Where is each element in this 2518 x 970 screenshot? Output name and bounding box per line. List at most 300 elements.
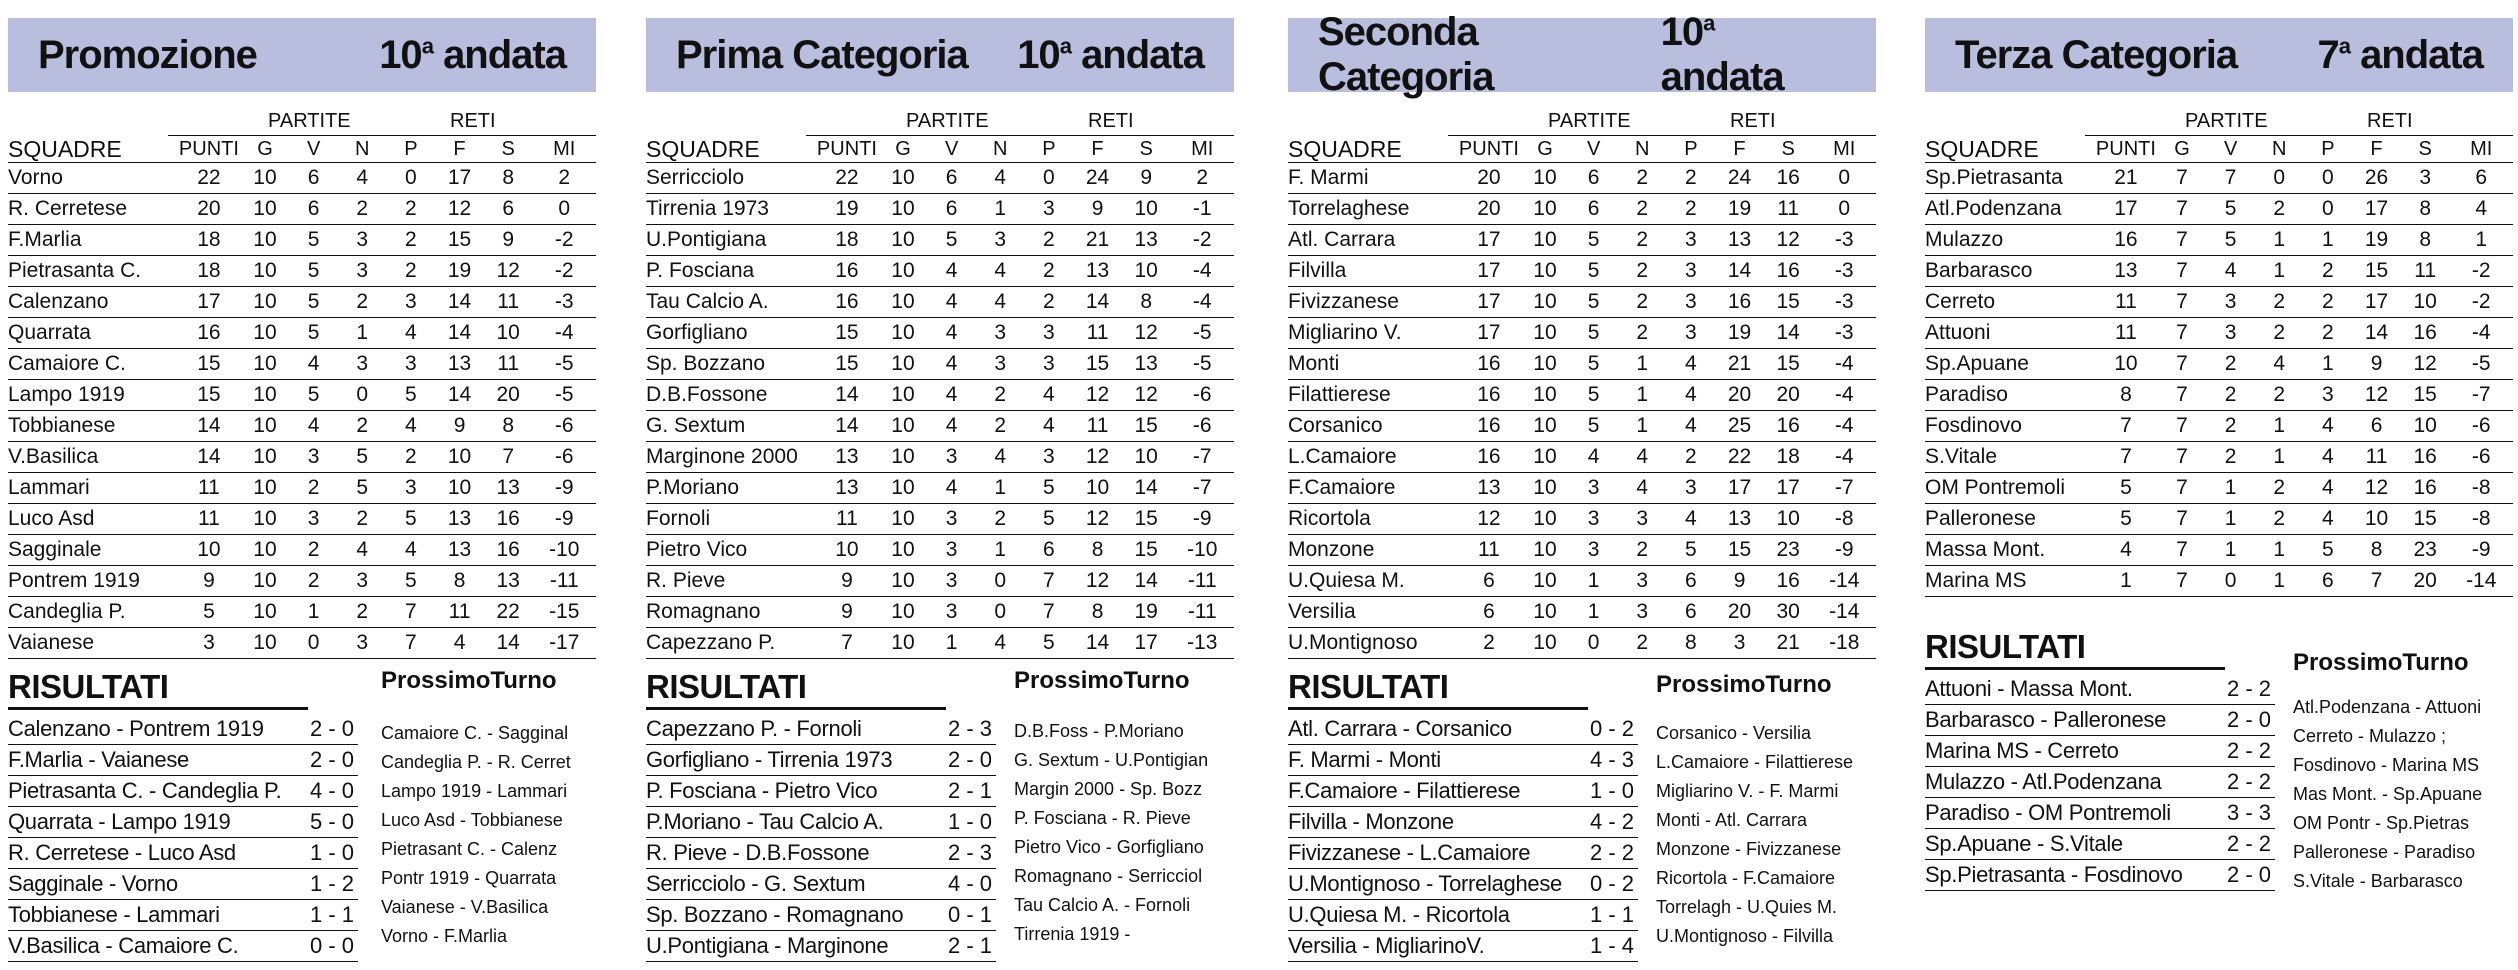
column-header: V	[289, 136, 338, 163]
stat-cell: 4	[1025, 380, 1074, 411]
stat-cell: 16	[1457, 380, 1520, 411]
stat-cell: 10	[241, 597, 290, 628]
team-name: Filattierese	[1288, 380, 1457, 411]
table-row	[1288, 504, 1876, 535]
stat-cell: 10	[1521, 349, 1570, 380]
team-name: F.Marlia	[8, 225, 177, 256]
next-match: U.Montignoso - Filvilla	[1656, 926, 1834, 946]
stat-cell: 11	[484, 287, 533, 318]
stat-cell: 10	[241, 628, 290, 659]
round-number: 10	[379, 32, 422, 77]
team-name: Monti	[1288, 349, 1457, 380]
stat-cell: 16	[1764, 163, 1813, 194]
stat-cell: 12	[484, 256, 533, 287]
stat-cell: 22	[1715, 442, 1764, 473]
match-score: 2 - 1	[932, 776, 996, 807]
team-name: Sp.Pietrasanta	[1925, 163, 2094, 194]
next-match: Romagnano - Serricciol	[1014, 866, 1203, 886]
column-header: PUNTI	[2094, 136, 2157, 163]
stat-cell: 13	[815, 473, 878, 504]
match-score: 4 - 0	[932, 869, 996, 900]
stat-cell: 6	[289, 194, 338, 225]
stat-cell: 10	[435, 442, 484, 473]
column-header: P	[387, 136, 436, 163]
match-teams: F.Camaiore - Filattierese	[1288, 776, 1574, 807]
stat-cell: 4	[976, 628, 1025, 659]
result-row	[1288, 807, 1638, 838]
team-name: Atl. Carrara	[1288, 225, 1457, 256]
stat-cell: 25	[1715, 411, 1764, 442]
stat-cell: 3	[289, 504, 338, 535]
match-teams: Attuoni - Massa Mont.	[1925, 674, 2211, 705]
stat-cell: 5	[289, 380, 338, 411]
round-suffix: andata	[2360, 32, 2483, 77]
stat-cell: -14	[2450, 566, 2514, 597]
stat-cell: 15	[1764, 349, 1813, 380]
column-group-labels	[646, 108, 1234, 136]
column-header: N	[1618, 136, 1667, 163]
team-name: F.Camaiore	[1288, 473, 1457, 504]
stat-cell: 7	[2158, 256, 2207, 287]
stat-cell: 3	[1569, 473, 1618, 504]
stat-cell: 16	[1764, 256, 1813, 287]
stat-cell: 10	[1521, 163, 1570, 194]
result-row	[1925, 829, 2275, 860]
standings-table	[1925, 136, 2513, 597]
results-title: RISULTATI	[1925, 627, 2225, 670]
stat-cell: 13	[2094, 256, 2157, 287]
stat-cell: 11	[2352, 442, 2401, 473]
stat-cell: 17	[2352, 287, 2401, 318]
team-name: Sagginale	[8, 535, 177, 566]
stat-cell: 19	[435, 256, 484, 287]
stat-cell: -5	[533, 380, 597, 411]
stat-cell: 10	[1521, 287, 1570, 318]
result-row	[8, 931, 358, 962]
stat-cell: 14	[435, 380, 484, 411]
stat-cell: 2	[533, 163, 597, 194]
stat-cell: 2	[387, 256, 436, 287]
table-row	[1288, 194, 1876, 225]
stat-cell: 13	[1122, 225, 1171, 256]
team-name: Versilia	[1288, 597, 1457, 628]
match-teams: Sp. Bozzano - Romagnano	[646, 900, 932, 931]
match-score: 1 - 0	[932, 807, 996, 838]
next-round-title: ProssimoTurno	[381, 667, 557, 694]
stat-cell: 10	[1521, 256, 1570, 287]
stat-cell: 12	[2352, 380, 2401, 411]
team-name: Mulazzo	[1925, 225, 2094, 256]
panel-header	[8, 18, 596, 92]
stat-cell: 8	[1073, 535, 1122, 566]
table-row	[1925, 442, 2513, 473]
stat-cell: 17	[2094, 194, 2157, 225]
team-name: Fornoli	[646, 504, 815, 535]
stat-cell: 13	[1457, 473, 1520, 504]
team-name: V.Basilica	[8, 442, 177, 473]
result-row	[8, 807, 358, 838]
next-round-list	[2293, 693, 2482, 896]
stat-cell: 8	[484, 411, 533, 442]
stat-cell: 3	[1618, 504, 1667, 535]
stat-cell: 10	[1521, 318, 1570, 349]
result-row	[8, 900, 358, 931]
stat-cell: 2	[1667, 163, 1716, 194]
stat-cell: 0	[387, 163, 436, 194]
stat-cell: 9	[2352, 349, 2401, 380]
stat-cell: 3	[1715, 628, 1764, 659]
result-row	[646, 869, 996, 900]
next-match: L.Camaiore - Filattierese	[1656, 752, 1854, 772]
result-row	[646, 745, 996, 776]
stat-cell: 3	[1667, 473, 1716, 504]
stat-cell: 1	[2255, 225, 2304, 256]
stat-cell: 12	[2401, 349, 2450, 380]
table-row	[646, 318, 1234, 349]
match-teams: Barbarasco - Palleronese	[1925, 705, 2211, 736]
stat-cell: 10	[241, 411, 290, 442]
team-name: Quarrata	[8, 318, 177, 349]
column-header: SQUADRE	[8, 136, 177, 163]
match-teams: U.Pontigiana - Marginone	[646, 931, 932, 962]
team-name: Vorno	[8, 163, 177, 194]
table-row	[1925, 380, 2513, 411]
team-name: Sp.Apuane	[1925, 349, 2094, 380]
table-row	[1288, 473, 1876, 504]
column-header: F	[1073, 136, 1122, 163]
next-match: Luco Asd - Tobbianese	[381, 810, 563, 830]
stat-cell: 10	[1764, 504, 1813, 535]
stat-cell: 0	[533, 194, 597, 225]
results-title: RISULTATI	[646, 667, 946, 710]
stat-cell: 11	[484, 349, 533, 380]
stat-cell: 1	[2206, 535, 2255, 566]
stat-cell: 7	[2158, 535, 2207, 566]
stat-cell: 3	[338, 256, 387, 287]
stat-cell: 14	[435, 287, 484, 318]
stat-cell: -6	[533, 411, 597, 442]
team-name: Marina MS	[1925, 566, 2094, 597]
stat-cell: 8	[2352, 535, 2401, 566]
stat-cell: -14	[1813, 566, 1877, 597]
stat-cell: 5	[289, 287, 338, 318]
stat-cell: 2	[2304, 318, 2353, 349]
match-score: 1 - 2	[294, 869, 358, 900]
table-row	[1925, 349, 2513, 380]
table-row	[646, 380, 1234, 411]
match-score: 1 - 1	[1574, 900, 1638, 931]
match-score: 1 - 0	[1574, 776, 1638, 807]
stat-cell: 1	[976, 194, 1025, 225]
match-score: 1 - 4	[1574, 931, 1638, 962]
stat-cell: -3	[533, 287, 597, 318]
next-match: Cerreto - Mulazzo ;	[2293, 726, 2447, 746]
stat-cell: 12	[1073, 380, 1122, 411]
stat-cell: 5	[2094, 473, 2157, 504]
stat-cell: -15	[533, 597, 597, 628]
table-row	[646, 535, 1234, 566]
table-row	[1288, 256, 1876, 287]
stat-cell: 4	[976, 442, 1025, 473]
stat-cell: 2	[387, 442, 436, 473]
stat-cell: 1	[976, 473, 1025, 504]
column-header: SQUADRE	[646, 136, 815, 163]
stat-cell: 3	[1618, 597, 1667, 628]
results-section	[1925, 627, 2513, 891]
team-name: Attuoni	[1925, 318, 2094, 349]
stat-cell: 5	[1569, 349, 1618, 380]
stat-cell: 12	[1073, 504, 1122, 535]
stat-cell: 4	[927, 411, 976, 442]
result-row	[1288, 869, 1638, 900]
stat-cell: 16	[1457, 411, 1520, 442]
stat-cell: 21	[1764, 628, 1813, 659]
stat-cell: 9	[435, 411, 484, 442]
reti-label: RETI	[1730, 110, 1776, 132]
stat-cell: 4	[387, 411, 436, 442]
stat-cell: 20	[1715, 597, 1764, 628]
result-row	[8, 838, 358, 869]
stat-cell: 10	[1122, 256, 1171, 287]
result-row	[8, 714, 358, 745]
stat-cell: -2	[533, 225, 597, 256]
stat-cell: 16	[177, 318, 240, 349]
result-row	[646, 807, 996, 838]
stat-cell: 2	[976, 380, 1025, 411]
result-row	[1925, 736, 2275, 767]
stat-cell: 15	[2352, 256, 2401, 287]
column-header: N	[338, 136, 387, 163]
stat-cell: -5	[1171, 349, 1235, 380]
match-teams: Tobbianese - Lammari	[8, 900, 294, 931]
match-score: 2 - 0	[2211, 705, 2275, 736]
match-score: 0 - 2	[1574, 869, 1638, 900]
stat-cell: 3	[927, 535, 976, 566]
team-name: S.Vitale	[1925, 442, 2094, 473]
stat-cell: 3	[976, 349, 1025, 380]
standings-panel	[646, 18, 1234, 962]
stat-cell: 3	[927, 504, 976, 535]
match-score: 2 - 2	[2211, 767, 2275, 798]
panel-header	[646, 18, 1234, 92]
stat-cell: 17	[1764, 473, 1813, 504]
stat-cell: -18	[1813, 628, 1877, 659]
stat-cell: 14	[435, 318, 484, 349]
results-section	[8, 667, 596, 962]
panel-header	[1925, 18, 2513, 92]
partite-label: PARTITE	[1548, 110, 1631, 132]
stat-cell: 7	[2158, 380, 2207, 411]
stat-cell: 4	[1618, 442, 1667, 473]
stat-cell: 2	[2255, 194, 2304, 225]
stat-cell: -7	[1171, 442, 1235, 473]
panel-header	[1288, 10, 1876, 99]
stat-cell: -4	[1813, 442, 1877, 473]
stat-cell: 2	[2206, 442, 2255, 473]
match-score: 1 - 1	[294, 900, 358, 931]
team-name: Pontrem 1919	[8, 566, 177, 597]
stat-cell: -9	[533, 473, 597, 504]
stat-cell: 1	[2450, 225, 2514, 256]
stat-cell: 24	[1715, 163, 1764, 194]
stat-cell: 4	[289, 411, 338, 442]
stat-cell: 19	[1715, 318, 1764, 349]
stat-cell: 3	[387, 287, 436, 318]
stat-cell: 23	[2401, 535, 2450, 566]
stat-cell: 10	[1521, 597, 1570, 628]
stat-cell: 3	[1667, 225, 1716, 256]
match-score: 3 - 3	[2211, 798, 2275, 829]
stat-cell: 8	[2401, 194, 2450, 225]
stat-cell: 9	[1122, 163, 1171, 194]
stat-cell: 7	[2158, 442, 2207, 473]
match-teams: Calenzano - Pontrem 1919	[8, 714, 294, 745]
stat-cell: 11	[1073, 411, 1122, 442]
stat-cell: -7	[1813, 473, 1877, 504]
column-header: N	[2255, 136, 2304, 163]
team-name: Lammari	[8, 473, 177, 504]
results-table	[8, 714, 358, 962]
stat-cell: 1	[1569, 566, 1618, 597]
table-row	[1925, 473, 2513, 504]
stat-cell: 1	[2255, 411, 2304, 442]
table-row	[1925, 535, 2513, 566]
stat-cell: 2	[2206, 380, 2255, 411]
next-match: Lampo 1919 - Lammari	[381, 781, 568, 801]
team-name: Atl.Podenzana	[1925, 194, 2094, 225]
reti-label: RETI	[1088, 110, 1134, 132]
stat-cell: 2	[1457, 628, 1520, 659]
stat-cell: 5	[1569, 287, 1618, 318]
stat-cell: 3	[338, 225, 387, 256]
stat-cell: 3	[1569, 535, 1618, 566]
stat-cell: 20	[1457, 194, 1520, 225]
results-title: RISULTATI	[8, 667, 308, 710]
column-header: MI	[533, 136, 597, 163]
result-row	[1288, 900, 1638, 931]
stat-cell: 2	[289, 566, 338, 597]
stat-cell: 2	[2255, 380, 2304, 411]
stat-cell: 13	[1122, 349, 1171, 380]
table-row	[1925, 411, 2513, 442]
stat-cell: 22	[484, 597, 533, 628]
stat-cell: 8	[1667, 628, 1716, 659]
stat-cell: 0	[338, 380, 387, 411]
stat-cell: 10	[879, 411, 928, 442]
next-match: Tirrenia 1919 -	[1014, 924, 1131, 944]
stat-cell: 10	[1521, 380, 1570, 411]
round-spacer	[2350, 33, 2360, 77]
next-match: Torrelagh - U.Quies M.	[1656, 897, 1838, 917]
stat-cell: 10	[879, 287, 928, 318]
stat-cell: 14	[815, 380, 878, 411]
stat-cell: 1	[2255, 256, 2304, 287]
next-match: Margin 2000 - Sp. Bozz	[1014, 779, 1203, 799]
stat-cell: 10	[879, 535, 928, 566]
stat-cell: 4	[1667, 411, 1716, 442]
match-teams: Pietrasanta C. - Candeglia P.	[8, 776, 294, 807]
stat-cell: 7	[2158, 411, 2207, 442]
result-row	[1925, 767, 2275, 798]
stat-cell: -10	[533, 535, 597, 566]
stat-cell: 2	[1025, 225, 1074, 256]
table-row	[646, 504, 1234, 535]
stat-cell: 15	[815, 318, 878, 349]
stat-cell: -4	[1171, 256, 1235, 287]
stat-cell: 3	[1667, 256, 1716, 287]
stat-cell: -2	[2450, 256, 2514, 287]
stat-cell: 2	[387, 225, 436, 256]
stat-cell: 6	[2352, 411, 2401, 442]
match-score: 4 - 3	[1574, 745, 1638, 776]
table-row	[1925, 163, 2513, 194]
stat-cell: 7	[2158, 349, 2207, 380]
standings-panel	[1925, 18, 2513, 891]
next-match: Mas Mont. - Sp.Apuane	[2293, 784, 2483, 804]
next-match: Pietrasant C. - Calenz	[381, 839, 558, 859]
table-row	[646, 473, 1234, 504]
stat-cell: 1	[2255, 566, 2304, 597]
stat-cell: 23	[1764, 535, 1813, 566]
stat-cell: 21	[1715, 349, 1764, 380]
standings-table	[1288, 136, 1876, 659]
stat-cell: 11	[1457, 535, 1520, 566]
column-header: S	[484, 136, 533, 163]
match-teams: U.Montignoso - Torrelaghese	[1288, 869, 1574, 900]
table-row	[1925, 287, 2513, 318]
next-round-title: ProssimoTurno	[2293, 649, 2469, 676]
stat-cell: 2	[1171, 163, 1235, 194]
result-row	[646, 931, 996, 962]
stat-cell: -6	[1171, 411, 1235, 442]
table-row	[1925, 566, 2513, 597]
stat-cell: 13	[435, 349, 484, 380]
round-suffix: andata	[1660, 55, 1784, 99]
stat-cell: -4	[1171, 287, 1235, 318]
team-name: Tau Calcio A.	[646, 287, 815, 318]
stat-cell: 4	[2094, 535, 2157, 566]
stat-cell: 7	[2158, 566, 2207, 597]
team-name: Fivizzanese	[1288, 287, 1457, 318]
column-header: P	[1025, 136, 1074, 163]
round-spacer	[1071, 33, 1081, 77]
stat-cell: 4	[2304, 411, 2353, 442]
stat-cell: 12	[1764, 225, 1813, 256]
stat-cell: 18	[1764, 442, 1813, 473]
column-header: PUNTI	[1457, 136, 1520, 163]
table-row	[646, 442, 1234, 473]
stat-cell: 11	[435, 597, 484, 628]
stat-cell: -6	[533, 442, 597, 473]
next-match: Monti - Atl. Carrara	[1656, 810, 1808, 830]
match-score: 2 - 2	[2211, 829, 2275, 860]
stat-cell: 3	[927, 597, 976, 628]
stat-cell: 14	[1764, 318, 1813, 349]
stat-cell: -3	[1813, 256, 1877, 287]
table-row	[646, 163, 1234, 194]
team-name: R. Cerretese	[8, 194, 177, 225]
stat-cell: 30	[1764, 597, 1813, 628]
stat-cell: 20	[1715, 380, 1764, 411]
stat-cell: 3	[976, 318, 1025, 349]
result-row	[1925, 860, 2275, 891]
team-name: Tobbianese	[8, 411, 177, 442]
stat-cell: 12	[2352, 473, 2401, 504]
stat-cell: -11	[533, 566, 597, 597]
stat-cell: 6	[484, 194, 533, 225]
stat-cell: 1	[1618, 349, 1667, 380]
stat-cell: 5	[338, 473, 387, 504]
